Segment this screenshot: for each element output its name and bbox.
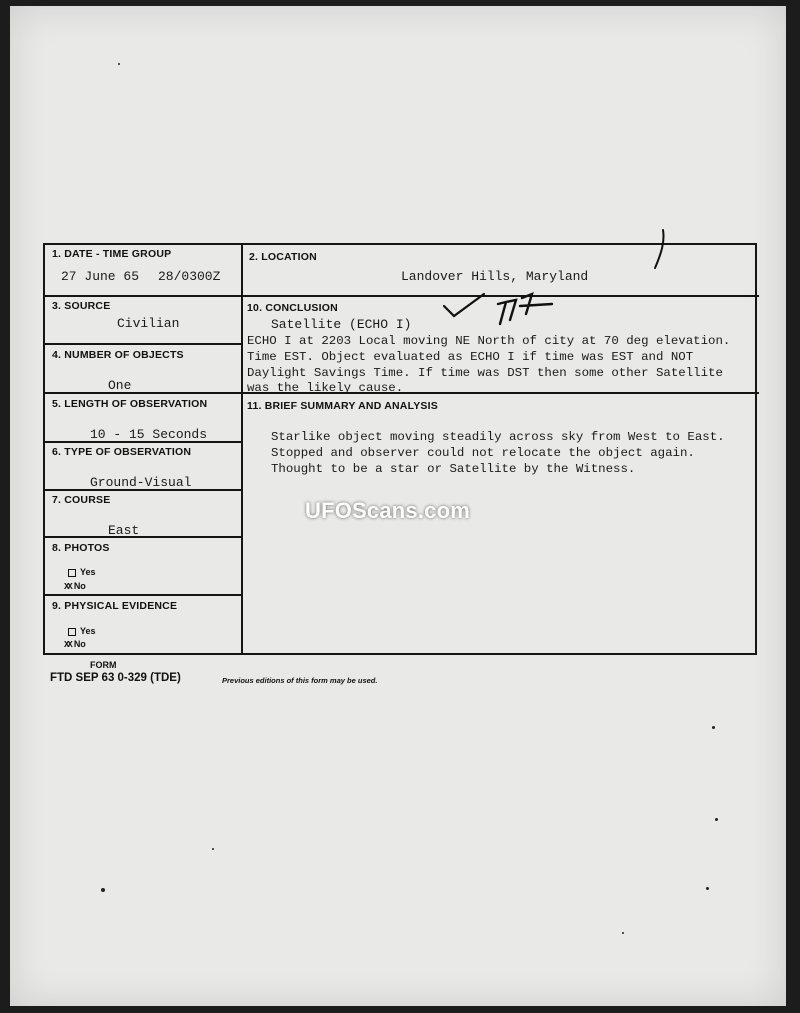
photos-no-option: XX No bbox=[64, 581, 86, 592]
conclusion-line: was the likely cause. bbox=[247, 381, 404, 395]
conclusion-line: Satellite (ECHO I) bbox=[271, 317, 412, 332]
summary-line: Starlike object moving steadily across sky from West to East. bbox=[271, 430, 725, 444]
form-note: Previous editions of this form may be used. bbox=[222, 676, 378, 685]
column-divider bbox=[241, 245, 243, 653]
row-divider bbox=[45, 594, 242, 596]
form-word: FORM bbox=[90, 660, 117, 670]
time-value: 28/0300Z bbox=[158, 269, 221, 284]
handwritten-check-mark bbox=[440, 290, 560, 330]
summary-line: Stopped and observer could not relocate the object again. bbox=[271, 446, 695, 460]
row-divider bbox=[45, 392, 242, 394]
checkbox-marked: XX bbox=[64, 582, 71, 592]
watermark: UFOScans.com bbox=[305, 498, 471, 523]
location-value: Landover Hills, Maryland bbox=[401, 269, 589, 284]
conclusion-line: Time EST. Object evaluated as ECHO I if time was EST and NOT bbox=[247, 350, 694, 364]
physical-evidence-label: 9. PHYSICAL EVIDENCE bbox=[52, 600, 178, 612]
report-form bbox=[43, 243, 757, 655]
date-time-group-label: 1. DATE - TIME GROUP bbox=[52, 248, 172, 260]
physical-evidence-no-option: XX No bbox=[64, 639, 86, 650]
course-label: 7. COURSE bbox=[52, 494, 111, 506]
dust-speck bbox=[715, 818, 718, 821]
physical-evidence-yes-option: Yes bbox=[68, 626, 96, 636]
length-of-observation-value: 10 - 15 Seconds bbox=[90, 427, 208, 442]
conclusion-line: Daylight Savings Time. If time was DST then some other Satellite bbox=[247, 366, 723, 380]
form-id: FTD SEP 63 0-329 (TDE) bbox=[50, 672, 181, 684]
dust-speck bbox=[118, 63, 120, 65]
number-of-objects-value: One bbox=[108, 378, 132, 393]
number-of-objects-label: 4. NUMBER OF OBJECTS bbox=[52, 349, 184, 361]
summary-label: 11. BRIEF SUMMARY AND ANALYSIS bbox=[247, 400, 438, 412]
source-label: 3. SOURCE bbox=[52, 300, 111, 312]
conclusion-label: 10. CONCLUSION bbox=[247, 302, 338, 314]
course-value: East bbox=[108, 523, 140, 538]
summary-line: Thought to be a star or Satellite by the Witness. bbox=[271, 462, 636, 476]
type-of-observation-value: Ground-Visual bbox=[90, 475, 192, 490]
date-value: 27 June 65 bbox=[61, 269, 140, 284]
location-label: 2. LOCATION bbox=[249, 251, 317, 263]
dust-speck bbox=[212, 848, 214, 850]
dust-speck bbox=[706, 887, 709, 890]
row-divider bbox=[45, 295, 242, 297]
photos-label: 8. PHOTOS bbox=[52, 542, 110, 554]
type-of-observation-label: 6. TYPE OF OBSERVATION bbox=[52, 446, 192, 458]
dust-speck bbox=[101, 888, 105, 892]
row-divider bbox=[45, 343, 242, 345]
conclusion-line: ECHO I at 2203 Local moving NE North of city at 70 deg elevation. bbox=[247, 334, 731, 348]
checkbox-empty bbox=[68, 569, 76, 577]
handwritten-mark bbox=[645, 228, 685, 272]
photos-yes-option: Yes bbox=[68, 567, 96, 577]
checkbox-empty bbox=[68, 628, 76, 636]
source-value: Civilian bbox=[117, 316, 180, 331]
checkbox-marked: XX bbox=[64, 640, 71, 650]
length-of-observation-label: 5. LENGTH OF OBSERVATION bbox=[52, 398, 208, 410]
row-divider bbox=[45, 536, 242, 538]
dust-speck bbox=[622, 932, 624, 934]
dust-speck bbox=[712, 726, 715, 729]
